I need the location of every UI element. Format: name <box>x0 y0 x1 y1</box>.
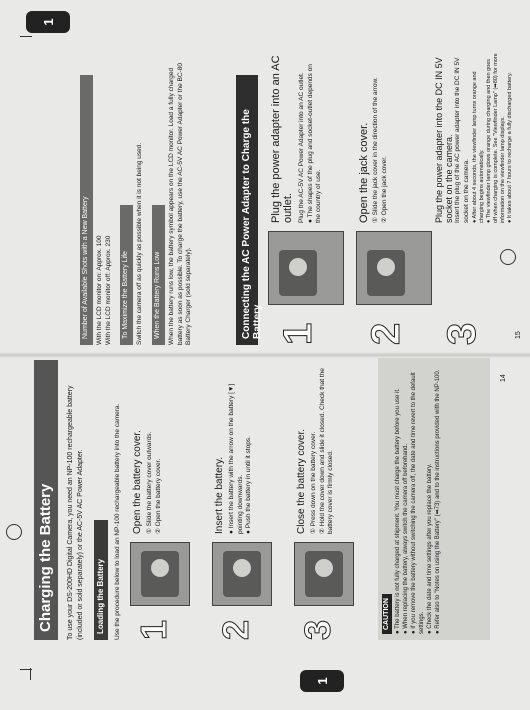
step-2 <box>212 360 276 640</box>
step-body: ① Slide the jack cover in the direction of the arrow. ② Open the jack cover. <box>372 77 388 223</box>
shots-text: With the LCD monitor on: Approx. 100 With the LCD monitor off: Approx. 230 <box>96 235 112 345</box>
step-number: 3 <box>440 322 484 345</box>
crop-mark <box>20 36 32 37</box>
step-number: 2 <box>364 322 408 345</box>
step-body: Plug the AC-5V AC Power Adapter into an AC outlet. ● The shapes of the plug and socket-outlet depends on the country of use. <box>298 64 322 223</box>
step-heading: Plug the power adapter into an AC outlet. <box>270 55 294 223</box>
procedure-text: Use the procedure below to load an NP-100 rechargeable battery into the camera. <box>114 403 121 640</box>
page-title: Charging the Battery <box>34 360 58 640</box>
gutter <box>0 352 530 358</box>
step-heading: Open the battery cover. <box>132 430 143 534</box>
step-number: 1 <box>276 322 320 345</box>
intro-text: To use your DS-200HD Digital Camera, you need an NP-100 rechargeable battery (included or sold separately) or the AC-5V AC Power Adapter. <box>67 385 84 640</box>
page-number: 14 <box>500 374 507 382</box>
maximize-heading: To Maximize the Battery Life <box>120 205 133 345</box>
step-number: 1 <box>133 619 174 640</box>
step-illustration <box>356 231 432 305</box>
step-body: ① Slide the battery cover outwards. ② Open the battery cover. <box>146 431 162 534</box>
section-heading: Loading the Battery <box>94 520 108 640</box>
step-heading: Insert the battery. <box>214 456 225 534</box>
maximize-text: Switch the camera off as quickly as possible when it is not being used. <box>136 142 143 345</box>
step-illustration <box>212 542 272 606</box>
registration-mark <box>6 524 22 540</box>
page-number: 15 <box>515 331 522 339</box>
step-number: 2 <box>215 619 256 640</box>
left-page <box>0 355 530 710</box>
charging-notes: ● After about 4 seconds, the viewfinder lamp turns orange and charging begins automatically. ● The viewfinder lamp glows orange during charging and then goes off when charging is complete. See "Viewfinder Lamp" (➡80) for more information on the viewfinder lamp displays. ● It takes about 7 hours to recharge a fully discharged battery. <box>472 53 513 223</box>
low-battery-heading: When the Battery Runs Low <box>152 205 165 345</box>
ac-step-2 <box>356 55 438 345</box>
registration-mark <box>500 249 516 265</box>
ac-step-1 <box>268 55 350 345</box>
caution-text: ● The battery is not fully charged at shipment. You must charge the battery before you use it. ● When replacing the battery, always switch the camera off beforehand. ● If you remove the battery without switching the camera off, the date and time revert to the default settings. ● Check the date and time settings after you replace the battery. ● Refer also to "Notes on using the Battery" (➡73) and to the instructions provided with the NP-100. <box>395 369 441 634</box>
low-battery-text: When the battery runs low, the battery symbol appears on the LCD monitor. Load a fully charged battery as soon as possible. To charge the battery, use the AC-5V AC Power Adapter or the BC-80 Battery Charger (sold separately). <box>168 63 192 345</box>
caution-label: CAUTION <box>382 594 392 634</box>
step-heading: Close the battery cover. <box>296 428 307 534</box>
step-1 <box>130 360 194 640</box>
shots-heading: Number of Available Shots with a New Battery <box>80 75 93 345</box>
step-3-body: Insert the plug of the AC power adapter into the DC IN 5V socket on the camera. <box>454 57 470 223</box>
step-heading: Open the jack cover. <box>358 122 370 223</box>
step-3 <box>294 360 358 640</box>
step-body: ① Press down on the battery cover. ② Hold the cover down and slide it closed. Check that the battery cover is firmly closed. <box>310 368 334 534</box>
step-body: ● Insert the battery with the arrow on the battery [▼] pointing downwards. ● Push the battery in until it stops. <box>228 383 252 534</box>
step-illustration <box>268 231 344 305</box>
ac-adapter-heading: Connecting the AC Power Adapter to Charge the Battery <box>236 75 258 345</box>
caution-box <box>378 358 490 640</box>
step-number: 3 <box>297 619 338 640</box>
crop-mark <box>30 668 31 680</box>
step-heading: Plug the power adapter into the DC IN 5V socket on the camera. <box>434 57 454 223</box>
chapter-tab: 1 <box>26 11 70 33</box>
chapter-tab: 1 <box>300 670 344 692</box>
step-illustration <box>130 542 190 606</box>
step-illustration <box>294 542 354 606</box>
